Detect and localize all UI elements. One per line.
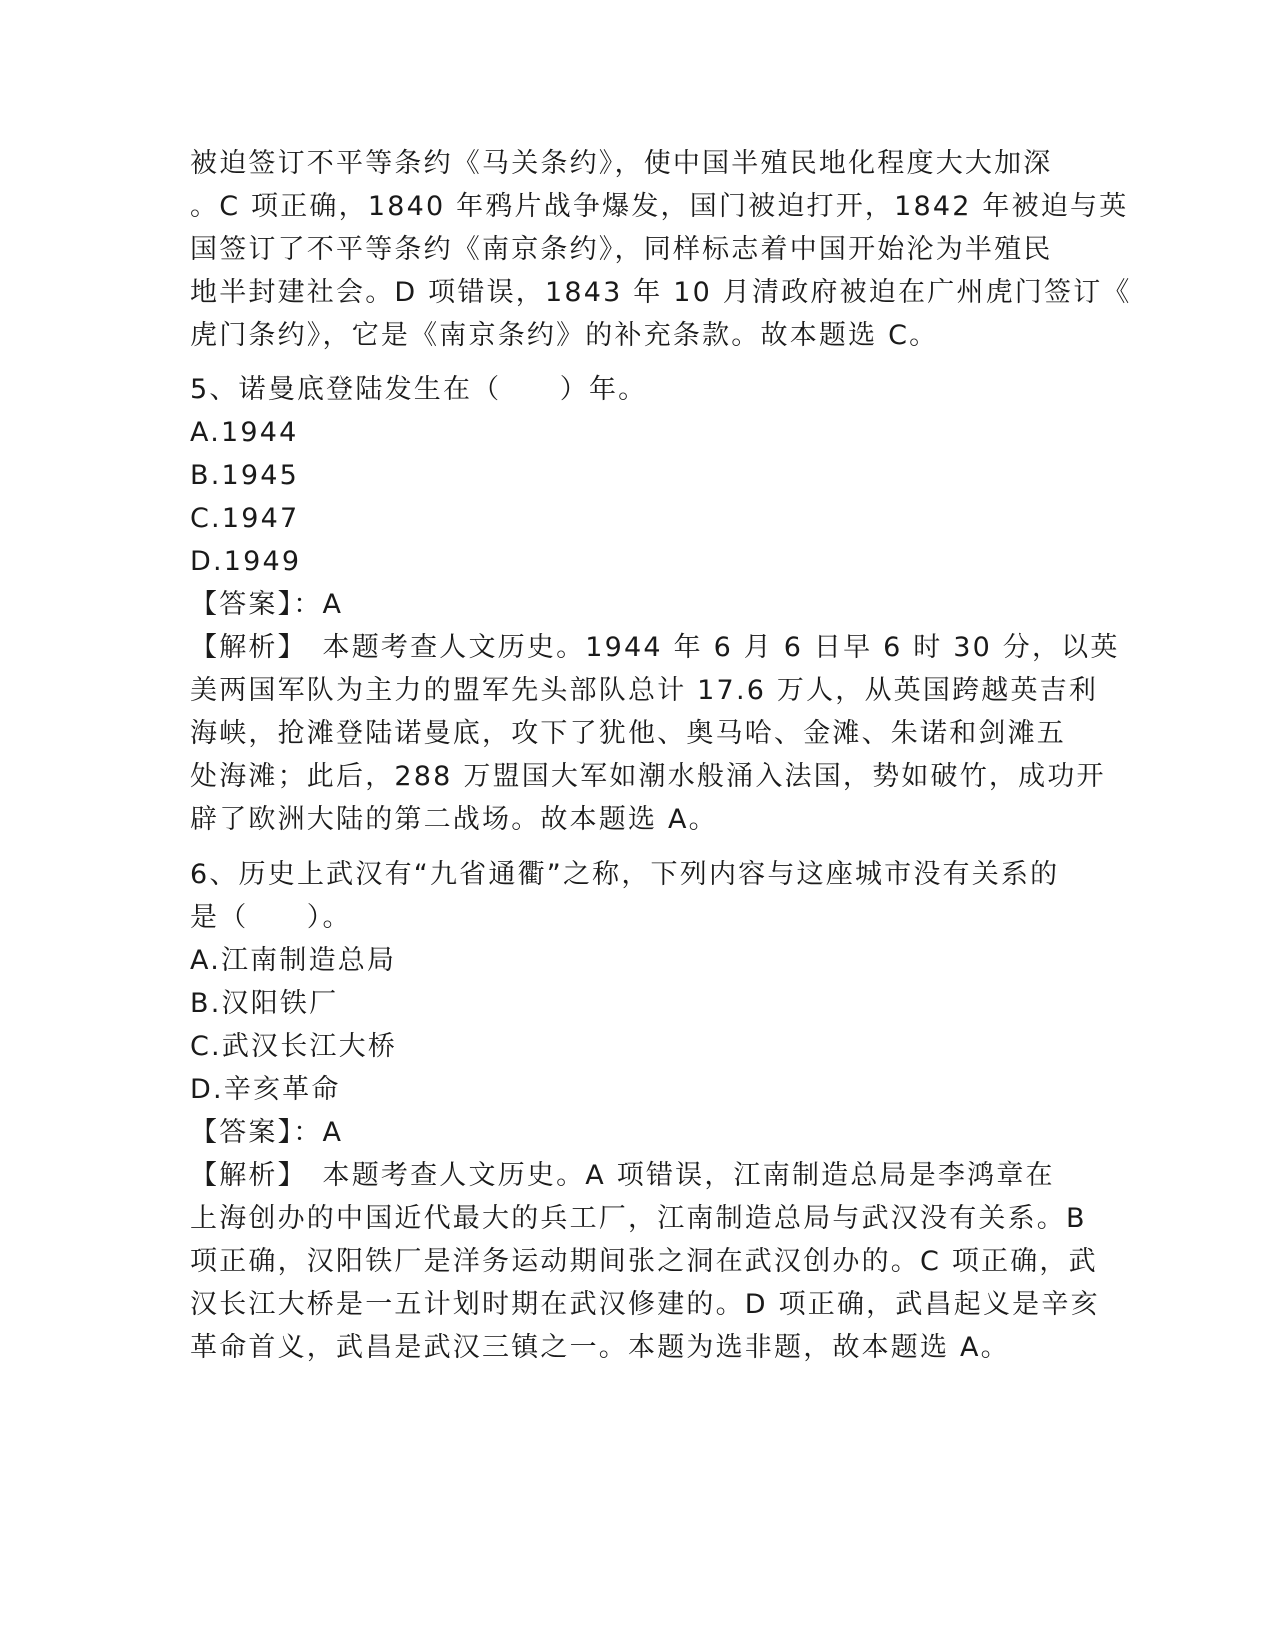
question-text: 6、历史上武汉有“九省通衢”之称，下列内容与这座城市没有关系的 <box>190 859 1060 890</box>
document-page <box>190 142 1132 1369</box>
text-line: 国签订了不平等条约《南京条约》，同样标志着中国开始沦为半殖民 <box>190 234 1053 265</box>
option-c: C.1947 <box>190 503 300 534</box>
option-d: D.辛亥革命 <box>190 1074 341 1105</box>
analysis-line: 【解析】 本题考查人文历史。1944 年 6 月 6 日早 6 时 30 分，以英 <box>190 632 1120 663</box>
option-d: D.1949 <box>190 546 302 577</box>
option-a: A.江南制造总局 <box>190 945 397 976</box>
question-text: 是（ ）。 <box>190 902 352 933</box>
question-5 <box>190 368 1120 841</box>
analysis-line: 项正确，汉阳铁厂是洋务运动期间张之洞在武汉创办的。C 项正确，武 <box>190 1246 1098 1277</box>
question-6 <box>190 853 1100 1369</box>
analysis-line: 处海滩；此后，288 万盟国大军如潮水般涌入法国，势如破竹，成功开 <box>190 761 1106 792</box>
text-line: 。C 项正确，1840 年鸦片战争爆发，国门被迫打开，1842 年被迫与英 <box>190 191 1129 222</box>
q4-explanation-tail <box>190 142 1132 357</box>
text-line: 被迫签订不平等条约《马关条约》，使中国半殖民地化程度大大加深 <box>190 148 1053 179</box>
text-line: 地半封建社会。D 项错误，1843 年 10 月清政府被迫在广州虎门签订《 <box>190 277 1132 308</box>
analysis-line: 美两国军队为主力的盟军先头部队总计 17.6 万人，从英国跨越英吉利 <box>190 675 1099 706</box>
option-a: A.1944 <box>190 417 299 448</box>
question-text: 5、诺曼底登陆发生在（ ）年。 <box>190 374 648 405</box>
answer-line: 【答案】：A <box>190 1117 344 1148</box>
analysis-line: 【解析】 本题考查人文历史。A 项错误，江南制造总局是李鸿章在 <box>190 1160 1055 1191</box>
answer-line: 【答案】：A <box>190 589 344 620</box>
analysis-line: 革命首义，武昌是武汉三镇之一。本题为选非题，故本题选 A。 <box>190 1332 1010 1363</box>
analysis-line: 汉长江大桥是一五计划时期在武汉修建的。D 项正确，武昌起义是辛亥 <box>190 1289 1100 1320</box>
analysis-line: 海峡，抢滩登陆诺曼底，攻下了犹他、奥马哈、金滩、朱诺和剑滩五 <box>190 718 1066 749</box>
analysis-line: 辟了欧洲大陆的第二战场。故本题选 A。 <box>190 804 718 835</box>
text-line: 虎门条约》，它是《南京条约》的补充条款。故本题选 C。 <box>190 320 939 351</box>
option-b: B.汉阳铁厂 <box>190 988 339 1019</box>
analysis-line: 上海创办的中国近代最大的兵工厂，江南制造总局与武汉没有关系。B <box>190 1203 1087 1234</box>
option-c: C.武汉长江大桥 <box>190 1031 398 1062</box>
option-b: B.1945 <box>190 460 300 491</box>
